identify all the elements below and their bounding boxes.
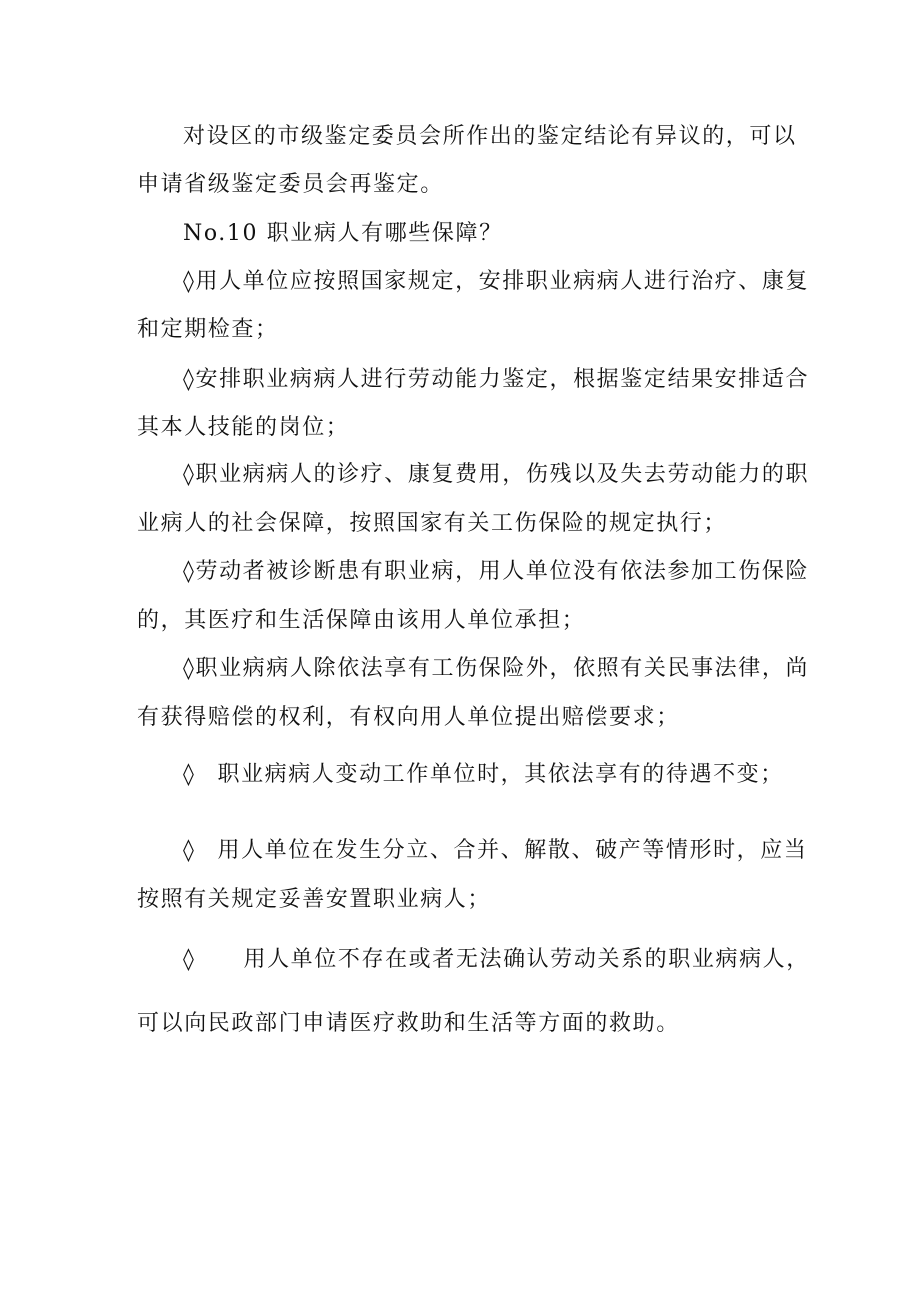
section-heading: No.10 职业病人有哪些保障？ bbox=[183, 221, 503, 246]
bullet-mark: ◊ bbox=[183, 947, 196, 972]
bullet-mark: ◊ bbox=[183, 656, 196, 681]
bullet-item bbox=[183, 365, 843, 395]
paragraph-line: 申请省级鉴定委员会再鉴定。 bbox=[137, 172, 444, 197]
bullet-item bbox=[183, 267, 843, 297]
bullet-item bbox=[183, 557, 843, 587]
bullet-text: 用人单位不存在或者无法确认劳动关系的职业病病人， bbox=[243, 947, 810, 972]
bullet-item bbox=[183, 460, 843, 490]
bullet-mark: ◊ bbox=[183, 367, 196, 392]
bullet-text: 职业病病人的诊疗、康复费用，伤残以及失去劳动能力的职 bbox=[195, 462, 810, 487]
bullet-text: 职业病病人除依法享有工伤保险外，依照有关民事法律，尚 bbox=[195, 656, 810, 681]
bullet-item bbox=[183, 760, 843, 790]
bullet-text-continuation: 其本人技能的岗位； bbox=[137, 415, 350, 440]
bullet-text: 职业病病人变动工作单位时，其依法享有的待遇不变； bbox=[217, 762, 784, 787]
bullet-item bbox=[183, 836, 843, 866]
bullet-text-continuation: 可以向民政部门申请医疗救助和生活等方面的救助。 bbox=[137, 1011, 680, 1036]
bullet-text-continuation: 有获得赔偿的权利，有权向用人单位提出赔偿要求； bbox=[137, 705, 680, 730]
bullet-mark: ◊ bbox=[183, 269, 196, 294]
bullet-mark: ◊ bbox=[183, 559, 196, 584]
bullet-mark: ◊ bbox=[183, 838, 196, 863]
paragraph-line: 对设区的市级鉴定委员会所作出的鉴定结论有异议的，可以 bbox=[183, 124, 797, 149]
bullet-text: 安排职业病病人进行劳动能力鉴定，根据鉴定结果安排适合 bbox=[195, 367, 810, 392]
bullet-mark: ◊ bbox=[183, 762, 196, 787]
bullet-text: 劳动者被诊断患有职业病，用人单位没有依法参加工伤保险 bbox=[195, 559, 810, 584]
bullet-text: 用人单位在发生分立、合并、解散、破产等情形时，应当 bbox=[217, 838, 808, 863]
bullet-text: 用人单位应按照国家规定，安排职业病病人进行治疗、康复 bbox=[195, 269, 810, 294]
bullet-item bbox=[183, 945, 843, 975]
bullet-mark: ◊ bbox=[183, 462, 196, 487]
bullet-text-continuation: 的，其医疗和生活保障由该用人单位承担； bbox=[137, 608, 586, 633]
bullet-item bbox=[183, 654, 843, 684]
bullet-text-continuation: 和定期检查； bbox=[137, 317, 279, 342]
bullet-text-continuation: 按照有关规定妥善安置职业病人； bbox=[137, 887, 492, 912]
bullet-text-continuation: 业病人的社会保障，按照国家有关工伤保险的规定执行； bbox=[137, 511, 728, 536]
